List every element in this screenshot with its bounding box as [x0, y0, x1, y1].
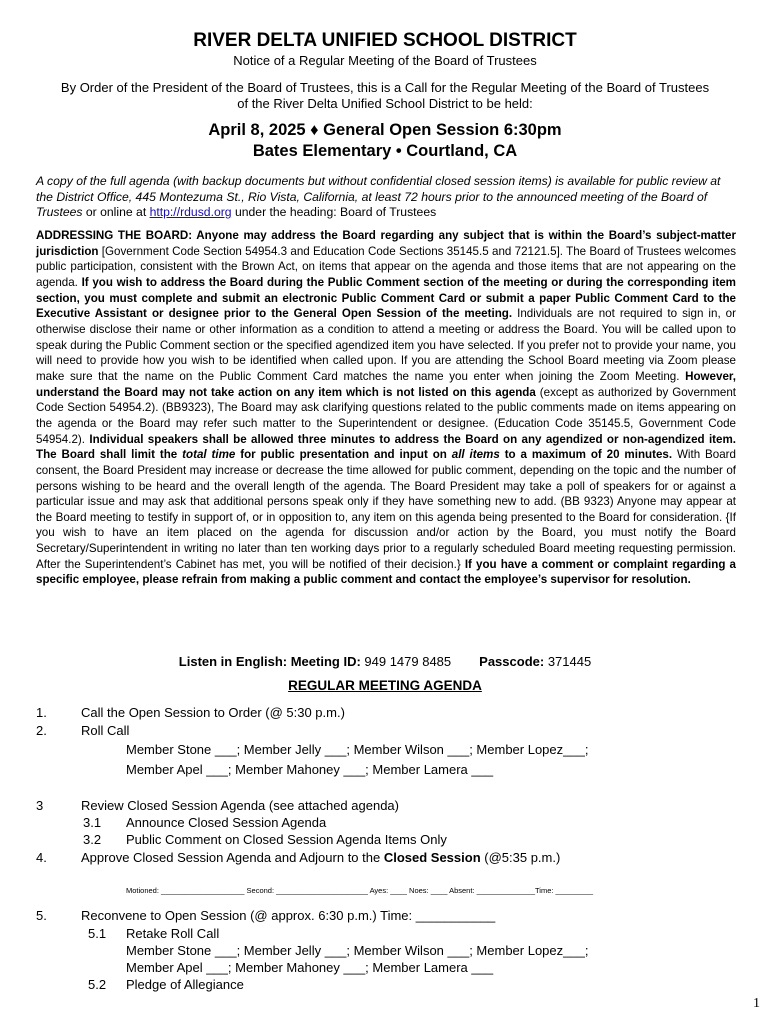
zoom-listen-line — [0, 654, 770, 669]
agenda-subitem-pledge: Pledge of Allegiance — [126, 977, 244, 992]
addressing-the-board-paragraph — [36, 228, 736, 588]
meeting-date: April 8, 2025 ♦ General Open Session 6:30pm — [208, 121, 562, 139]
agenda-item-number: 5. — [36, 908, 47, 923]
agenda-item-number: 4. — [36, 850, 47, 865]
agenda-subitem-number: 3.1 — [83, 815, 102, 830]
passcode-label: Passcode: — [479, 654, 545, 669]
agenda-item-number: 3 — [36, 798, 44, 813]
motion-vote-line: Motioned: ____________________ Second: ______________________ Ayes: ____ Noes: ____ Absent: ______________Time: _________ — [126, 886, 594, 895]
addr-no-action-notice: However, understand the Board may not take action on any item which is not listed on this agenda — [36, 369, 736, 399]
meeting-id-label: Listen in English: Meeting ID: — [178, 654, 361, 669]
notice-subtitle: Notice of a Regular Meeting of the Board of Trustees — [233, 53, 537, 68]
page-number: 1 — [753, 996, 760, 1011]
addr-total-time: total time — [182, 448, 236, 462]
roll-call-members-3: Member Stone ___; Member Jelly ___; Member Wilson ___; Member Lopez___; — [126, 943, 589, 958]
addr-comment-card-instructions: If you wish to address the Board during the Public Comment section of the meeting or during the corresponding item section, you must complete and submit an electronic Public Comment Card or submit a paper Public Comment Card to the Executive Assistant or designee prior to the General Open Session of the meeting. — [36, 275, 736, 321]
agenda-item-reconvene: Reconvene to Open Session (@ approx. 6:30 p.m.) Time: ___________ — [81, 908, 496, 923]
passcode: 371445 — [544, 654, 592, 669]
agenda-item-call-to-order: Call the Open Session to Order (@ 5:30 p.m.) — [81, 705, 345, 720]
agenda-item-number: 2. — [36, 723, 47, 738]
agenda-item-roll-call: Roll Call — [81, 723, 130, 738]
addr-all-items: all items — [451, 448, 500, 462]
intro-paragraph: By Order of the President of the Board of Trustees, this is a Call for the Regular Meeting of the Board of Trustees of the River Delta Unified School District to be held: — [60, 80, 710, 111]
item4-pre: Approve Closed Session Agenda and Adjourn to the — [81, 850, 384, 865]
copy-notice-text: A copy of the full agenda (with backup documents but without confidential closed session items) is available for public review at the District Office, 445 Montezuma St., Rio Vista, California, at least 72 hours prior to the announced meeting of the Board of Trustees — [36, 174, 721, 219]
addr-time-limit-1: Individual speakers shall be allowed three minutes to address the Board on any agendized or non-agendized item. The Board shall limit the — [36, 432, 737, 462]
addr-lead: ADDRESSING THE BOARD: Anyone may address the Board regarding any subject that is within the Board’s subject-matter jurisdiction — [36, 229, 736, 258]
agenda-subitem-number: 5.1 — [88, 926, 107, 941]
addr-employee-complaint-notice: If you have a comment or complaint regarding a specific employee, please refrain from making a public comment and contact the employee’s supervisor for resolution. — [36, 557, 736, 587]
addr-time-limit-3: to a maximum of 20 minutes. — [499, 448, 673, 462]
item4-time: (@5:35 p.m.) — [480, 850, 561, 865]
agenda-item-review-closed-session: Review Closed Session Agenda (see attached agenda) — [81, 798, 399, 813]
agenda-copy-notice — [36, 174, 736, 221]
agenda-subitem-public-comment: Public Comment on Closed Session Agenda Items Only — [126, 832, 447, 847]
roll-call-members-1: Member Stone ___; Member Jelly ___; Member Wilson ___; Member Lopez___; — [126, 742, 589, 757]
agenda-heading: REGULAR MEETING AGENDA — [288, 678, 482, 693]
addr-text-2: Individuals are not required to sign in, or otherwise disclose their name or other information as a condition to attend a meeting or address the Board. You will be called upon to speak during the Public Comment section or the specified agendized item you have selected. If you prefer not to provide your name, you will need to provide how you wish to be identified when called upon. If you are attending the School Board meeting via Zoom please make sure that the name on the Public Comment Card matches the name you enter when joining the Zoom Meeting. — [36, 307, 736, 383]
district-title: RIVER DELTA UNIFIED SCHOOL DISTRICT — [193, 30, 577, 51]
agenda-subitem-announce: Announce Closed Session Agenda — [126, 815, 327, 830]
district-website-link[interactable]: http://rdusd.org — [149, 205, 232, 219]
item4-closed-session: Closed Session — [383, 850, 481, 865]
addr-text-1: [Government Code Section 54954.3 and Education Code Sections 35145.5 and 72121.5]. The Board of Trustees welcomes public participation, consistent with the Brown Act, on items that appear on the agenda and those items that are not appearing on the agenda. — [36, 244, 736, 289]
agenda-item-number: 1. — [36, 705, 47, 720]
meeting-location: Bates Elementary • Courtland, CA — [252, 142, 518, 160]
roll-call-members-4: Member Apel ___; Member Mahoney ___; Member Lamera ___ — [126, 960, 494, 975]
roll-call-members-2: Member Apel ___; Member Mahoney ___; Member Lamera ___ — [126, 762, 494, 777]
agenda-subitem-number: 5.2 — [88, 977, 107, 992]
agenda-subitem-retake-roll-call: Retake Roll Call — [126, 926, 220, 941]
copy-notice-tail: under the heading: Board of Trustees — [231, 205, 437, 219]
addr-text-4: With Board consent, the Board President may increase or decrease the time allowed for public comment, depending on the topic and the number of persons wishing to be heard and the overall length of the agenda. The Board President may take a poll of speakers for or against a particular issue and may ask that additional persons speak only if they have something new to add. (BB 9323) Anyone may appear at the Board meeting to testify in support of, or in opposition to, any item on this agenda being presented to the Board for consideration. {If you wish to have an item placed on the agenda for discussion and/or action by the Board, you must notify the Board Secretary/Superintendent in writing no later than ten working days prior to a regularly scheduled Board meeting requesting permission. After the Superintendent’s Cabinet has met, you will be notified of their decision.} — [36, 448, 736, 571]
addr-time-limit-2: for public presentation and input on — [235, 448, 452, 462]
agenda-item-adjourn-to-closed — [81, 850, 560, 865]
meeting-id: 949 1479 8485 — [360, 654, 452, 669]
copy-notice-or: or online at — [82, 205, 150, 219]
addr-text-3: (except as authorized by Government Code Section 54954.2). (BB9323), The Board may ask clarifying questions related to the public comments made on items appearing on the agenda or the Board may refer such matter to the Superintendent or designee. (Education Code 35145.5, Government Code 54954.2). — [36, 385, 736, 446]
agenda-subitem-number: 3.2 — [83, 832, 102, 847]
